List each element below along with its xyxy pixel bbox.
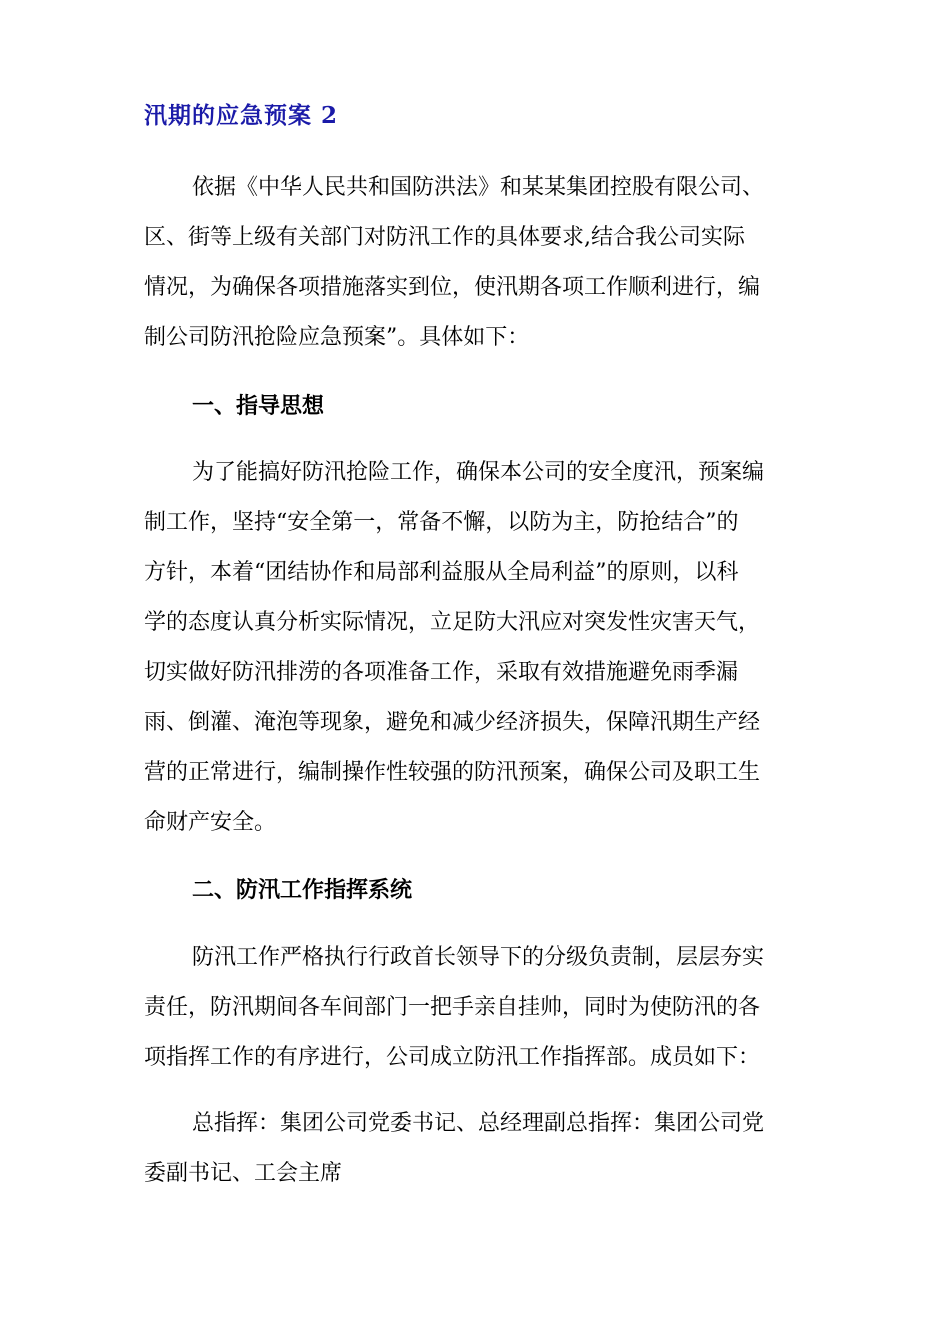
paragraph-line: 命财产安全。: [144, 810, 277, 835]
paragraph-line: 营的正常进行，编制操作性较强的防汛预案，确保公司及职工生: [144, 760, 761, 785]
paragraph-line: 区、街等上级有关部门对防汛工作的具体要求,结合我公司实际: [144, 225, 745, 250]
paragraph-line: 学的态度认真分析实际情况，立足防大汛应对突发性灾害天气，: [144, 610, 761, 635]
paragraph-line: 依据《中华人民共和国防洪法》和某某集团控股有限公司、: [192, 175, 765, 200]
members-paragraph: [144, 1099, 764, 1199]
paragraph-line: 委副书记、工会主席: [144, 1161, 343, 1186]
paragraph-line: 项指挥工作的有序进行，公司成立防汛工作指挥部。成员如下：: [144, 1045, 761, 1070]
paragraph-line: 雨、倒灌、淹泡等现象，避免和减少经济损失，保障汛期生产经: [144, 710, 761, 735]
paragraph-line: 制工作，坚持“安全第一，常备不懈，以防为主，防抢结合”的: [144, 510, 739, 535]
paragraph-line: 防汛工作严格执行行政首长领导下的分级负责制，层层夯实: [192, 945, 765, 970]
paragraph-line: 制公司防汛抢险应急预案”。具体如下：: [144, 325, 530, 350]
section-heading-guiding-ideology: 一、指导思想: [192, 393, 325, 419]
intro-paragraph: [144, 163, 764, 363]
paragraph-line: 总指挥：集团公司党委书记、总经理副总指挥：集团公司党: [192, 1111, 765, 1136]
document-title: 汛期的应急预案 2: [144, 102, 339, 129]
paragraph-line: 切实做好防汛排涝的各项准备工作，采取有效措施避免雨季漏: [144, 660, 739, 685]
command-system-paragraph: [144, 933, 764, 1083]
paragraph-line: 情况，为确保各项措施落实到位，使汛期各项工作顺利进行，编: [144, 275, 761, 300]
paragraph-line: 为了能搞好防汛抢险工作，确保本公司的安全度汛，预案编: [192, 460, 765, 485]
paragraph-line: 责任，防汛期间各车间部门一把手亲自挂帅，同时为使防汛的各: [144, 995, 761, 1020]
paragraph-line: 方针，本着“团结协作和局部利益服从全局利益”的原则，以科: [144, 560, 739, 585]
guiding-ideology-paragraph: [144, 448, 764, 848]
section-heading-command-system: 二、防汛工作指挥系统: [192, 877, 413, 903]
